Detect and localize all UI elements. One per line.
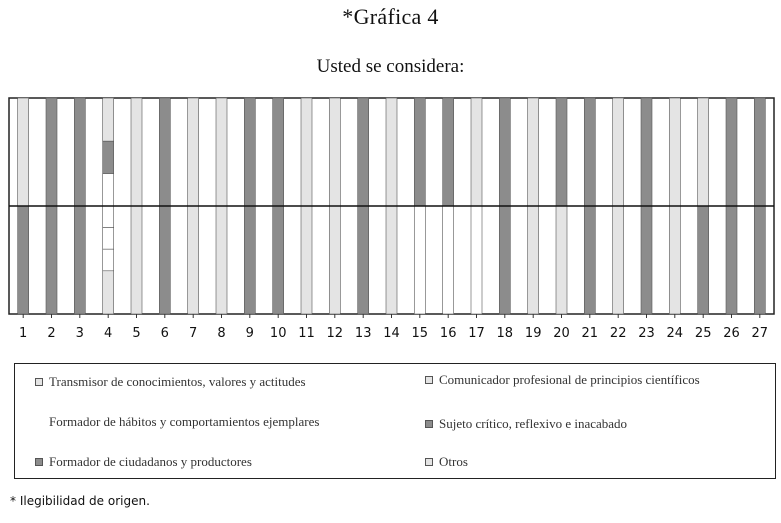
x-tick-label: 22 [609,326,627,341]
bar-segment-4-5 [103,228,114,250]
chart-legend [14,363,776,479]
x-tick-label: 17 [468,326,485,341]
legend-label: Formador de hábitos y comportamientos ejemplares [49,414,320,429]
legend-swatch [35,418,43,426]
x-tick-label: 18 [496,326,514,341]
legend-label: Sujeto crítico, reflexivo e inacabado [439,416,628,431]
x-tick-label: 13 [354,326,372,341]
x-tick-label: 2 [47,326,56,341]
bar-segment-20-1 [556,98,567,206]
x-tick-label: 15 [411,326,429,341]
bar-segment-4-3 [103,174,114,206]
legend-item [35,414,319,430]
x-tick-label: 7 [189,326,198,341]
x-tick-label: 14 [383,326,400,341]
bar-segment-15-1 [414,98,425,206]
legend-swatch [35,458,43,466]
bar-segment-17-2 [471,206,482,314]
x-tick-label: 24 [666,326,684,341]
x-tick-label: 23 [638,326,655,341]
legend-item [35,454,252,470]
footnote: * Ilegibilidad de origen. [10,494,150,508]
x-tick-label: 3 [75,326,84,341]
chart-title: *Gráfica 4 [342,4,439,29]
legend-label: Transmisor de conocimientos, valores y actitudes [49,374,306,389]
bar-segment-4-4 [103,206,114,228]
bar-segment-25-2 [698,206,709,314]
legend-label: Otros [439,454,468,469]
x-tick-label: 9 [245,326,254,341]
legend-swatch [35,378,43,386]
x-tick-label: 12 [326,326,344,341]
x-tick-label: 11 [298,326,315,341]
x-tick-label: 10 [269,326,287,341]
legend-label: Formador de ciudadanos y productores [49,454,252,469]
legend-item [425,454,468,470]
legend-item [425,372,700,388]
x-tick-label: 27 [751,326,769,341]
bar-segment-20-2 [556,206,567,314]
bar-segment-4-1 [103,98,114,141]
bar-segment-4-7 [103,271,114,314]
x-tick-label: 16 [439,326,457,341]
bar-segment-1-1 [18,98,29,206]
bar-segment-4-6 [103,249,114,271]
legend-swatch [425,420,433,428]
bar-segment-16-2 [443,206,454,314]
bar-segment-4-2 [103,141,114,173]
x-tick-label: 20 [553,326,570,341]
x-tick-label: 5 [132,326,141,341]
legend-item [425,416,627,432]
x-tick-label: 1 [19,326,28,341]
x-tick-label: 19 [524,326,542,341]
bar-segment-15-2 [414,206,425,314]
x-tick-label: 26 [723,326,740,341]
x-tick-label: 8 [217,326,226,341]
bar-segment-1-2 [18,206,29,314]
x-tick-label: 25 [694,326,712,341]
stacked-bar-chart [0,88,781,350]
legend-label: Comunicador profesional de principios científicos [439,372,700,387]
legend-item [35,374,306,390]
x-tick-label: 4 [104,326,113,341]
bar-segment-17-1 [471,98,482,206]
bar-segment-25-1 [698,98,709,206]
legend-swatch [425,458,433,466]
x-tick-label: 21 [581,326,599,341]
bar-segment-16-1 [443,98,454,206]
legend-swatch [425,376,433,384]
x-tick-label: 6 [160,326,169,341]
chart-subtitle: Usted se considera: [316,56,465,77]
